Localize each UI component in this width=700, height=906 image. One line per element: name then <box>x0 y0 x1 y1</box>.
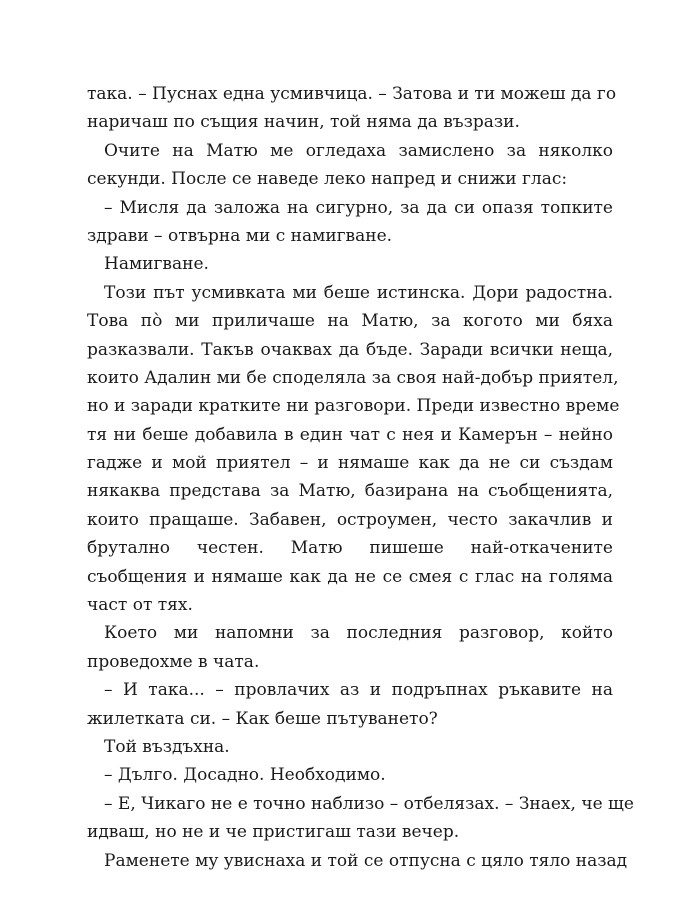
text-line: така. – Пуснах една усмивчица. – Затова и ти можеш да го <box>87 84 617 104</box>
text-line: – Е, Чикаго не е точно наблизо – отбелязах. – Знаех, че ще <box>104 793 634 814</box>
text-line: – И така... – провлачих аз и подръпнах ръкавите на <box>104 680 613 701</box>
text-line: Този път усмивката ми беше истинска. Дори радостна. <box>104 282 613 303</box>
text-line: които Адалин ми бе споделяла за своя най-добър приятел, <box>87 367 619 388</box>
text-line: които пращаше. Забавен, остроумен, често закачлив и <box>87 509 613 530</box>
text-line: разказвали. Такъв очаквах да бъде. Заради всички неща, <box>87 339 613 360</box>
text-line: тя ни беше добавила в един чат с нея и Камерън – нейно <box>87 424 613 445</box>
body-text <box>87 80 634 875</box>
text-line: проведохме в чата. <box>87 651 260 672</box>
text-line: Той въздъхна. <box>104 736 230 757</box>
text-line: секунди. После се наведе леко напред и снижи глас: <box>87 169 568 190</box>
text-line: Което ми напомни за последния разговор, който <box>104 623 613 644</box>
text-line: съобщения и нямаше как да не се смея с глас на голяма <box>87 566 613 587</box>
text-line: наричаш по същия начин, той няма да възрази. <box>87 112 520 133</box>
text-line: гадже и мой приятел – и нямаше как да не си създам <box>87 453 613 474</box>
text-line: Очите на Матю ме огледаха замислено за няколко <box>104 140 613 161</box>
text-line: жилетката си. – Как беше пътуването? <box>87 708 438 729</box>
text-line: Намигване. <box>104 254 209 275</box>
text-line: – Мисля да заложа на сигурно, за да си опазя топките <box>104 197 613 218</box>
text-line: брутално честен. Матю пишеше най-откачените <box>87 538 613 559</box>
text-line: част от тях. <box>87 595 193 616</box>
text-line: Раменете му увиснаха и той се отпусна с цяло тяло назад <box>104 850 628 871</box>
text-line: здрави – отвърна ми с намигване. <box>87 225 393 246</box>
text-line: идваш, но не и че пристигаш тази вечер. <box>87 822 460 843</box>
text-line: Това по̀ ми приличаше на Матю, за когото ми бяха <box>87 311 613 332</box>
text-line: някаква представа за Матю, базирана на съобщенията, <box>87 481 613 502</box>
text-line: – Дълго. Досадно. Необходимо. <box>104 765 386 786</box>
text-line: но и заради кратките ни разговори. Преди известно време <box>87 396 620 417</box>
